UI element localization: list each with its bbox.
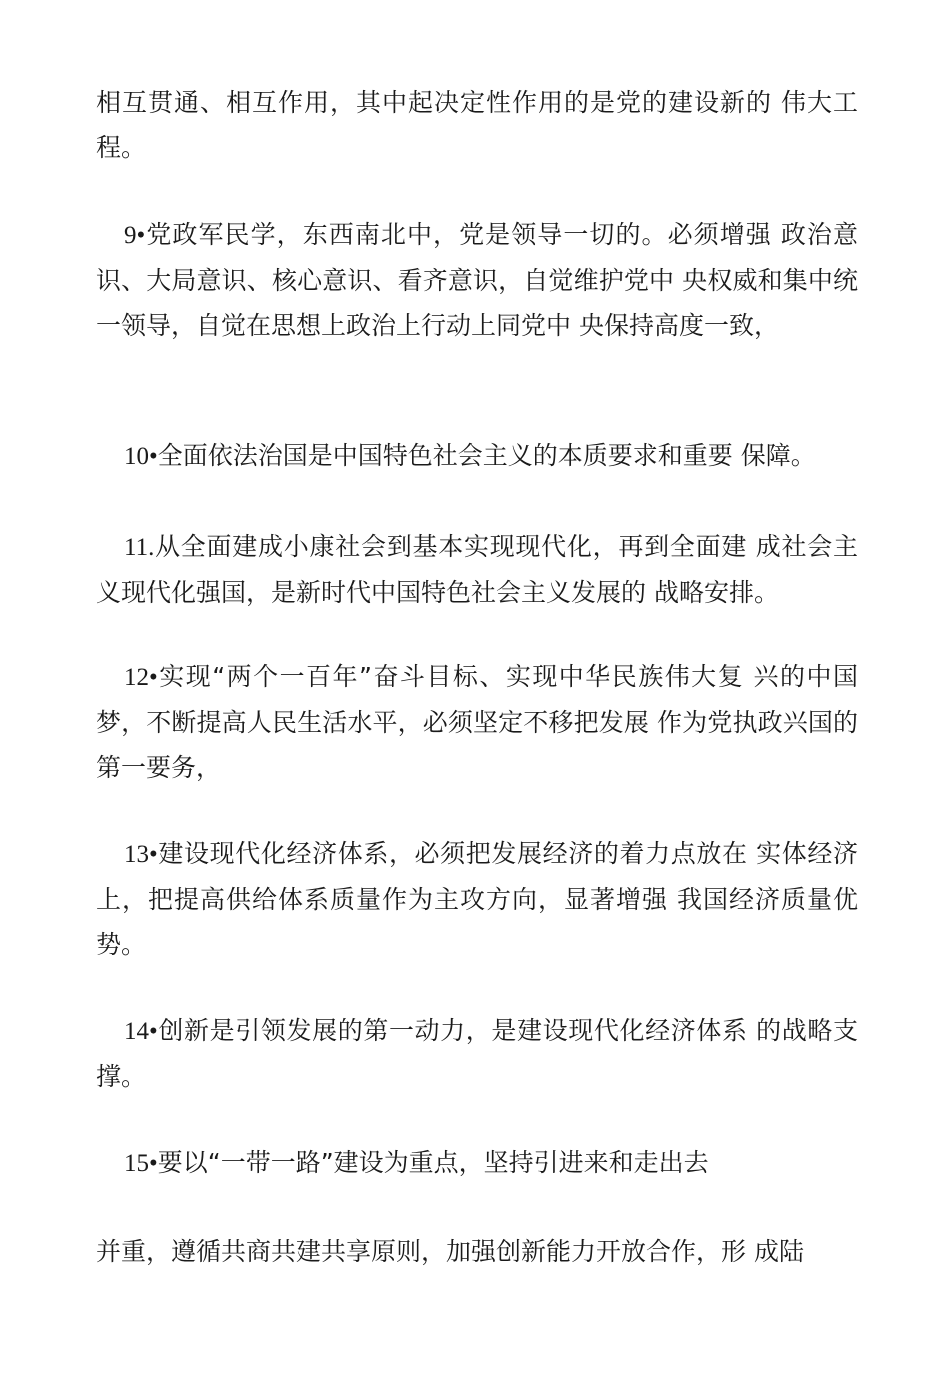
- item-number: 15•: [124, 1150, 158, 1177]
- item-number: 12•: [124, 664, 158, 691]
- paragraph-item-11: [96, 524, 858, 615]
- paragraph-text: 建设现代化经济体系，必须把发展经济的着力点放在 实体经济上，把提高供给体系质量作为主攻方向，显著增强 我国经济质量优势。: [96, 839, 858, 959]
- paragraph-item-13: [96, 831, 858, 967]
- paragraph-continuation: [96, 80, 858, 170]
- paragraph-item-9: [96, 212, 858, 348]
- item-number: 9•: [124, 222, 146, 249]
- paragraph-text: 实现“两个一百年”奋斗目标、实现中华民族伟大复 兴的中国梦，不断提高人民生活水平，必须坚定不移把发展 作为党执政兴国的第一要务，: [96, 662, 858, 782]
- paragraph-continuation-15: [96, 1229, 858, 1274]
- paragraph-text: 党政军民学，东西南北中，党是领导一切的。必须增强 政治意识、大局意识、核心意识、看齐意识，自觉维护党中 央权威和集中统一领导，自觉在思想上政治上行动上同党中 央保持高度一致，: [96, 220, 858, 340]
- paragraph-item-12: [96, 654, 858, 790]
- item-number: 14•: [124, 1018, 158, 1045]
- paragraph-text: 相互贯通、相互作用，其中起决定性作用的是党的建设新的 伟大工程。: [96, 88, 858, 162]
- paragraph-text: 并重，遵循共商共建共享原则，加强创新能力开放合作，形 成陆: [96, 1237, 804, 1266]
- paragraph-text: 全面依法治国是中国特色社会主义的本质要求和重要 保障。: [157, 441, 816, 470]
- paragraph-text: 创新是引领发展的第一动力，是建设现代化经济体系 的战略支撑。: [96, 1016, 858, 1091]
- paragraph-text: 从全面建成小康社会到基本实现现代化，再到全面建 成社会主义现代化强国，是新时代中国特色社会主义发展的 战略安排。: [96, 532, 858, 607]
- paragraph-item-14: [96, 1008, 858, 1099]
- item-number: 11.: [124, 534, 155, 561]
- paragraph-item-10: [96, 433, 858, 479]
- paragraph-item-15: [96, 1140, 858, 1186]
- item-number: 10•: [124, 443, 158, 470]
- item-number: 13•: [124, 841, 158, 868]
- paragraph-text: 要以“一带一路”建设为重点，坚持引进来和走出去: [157, 1148, 709, 1177]
